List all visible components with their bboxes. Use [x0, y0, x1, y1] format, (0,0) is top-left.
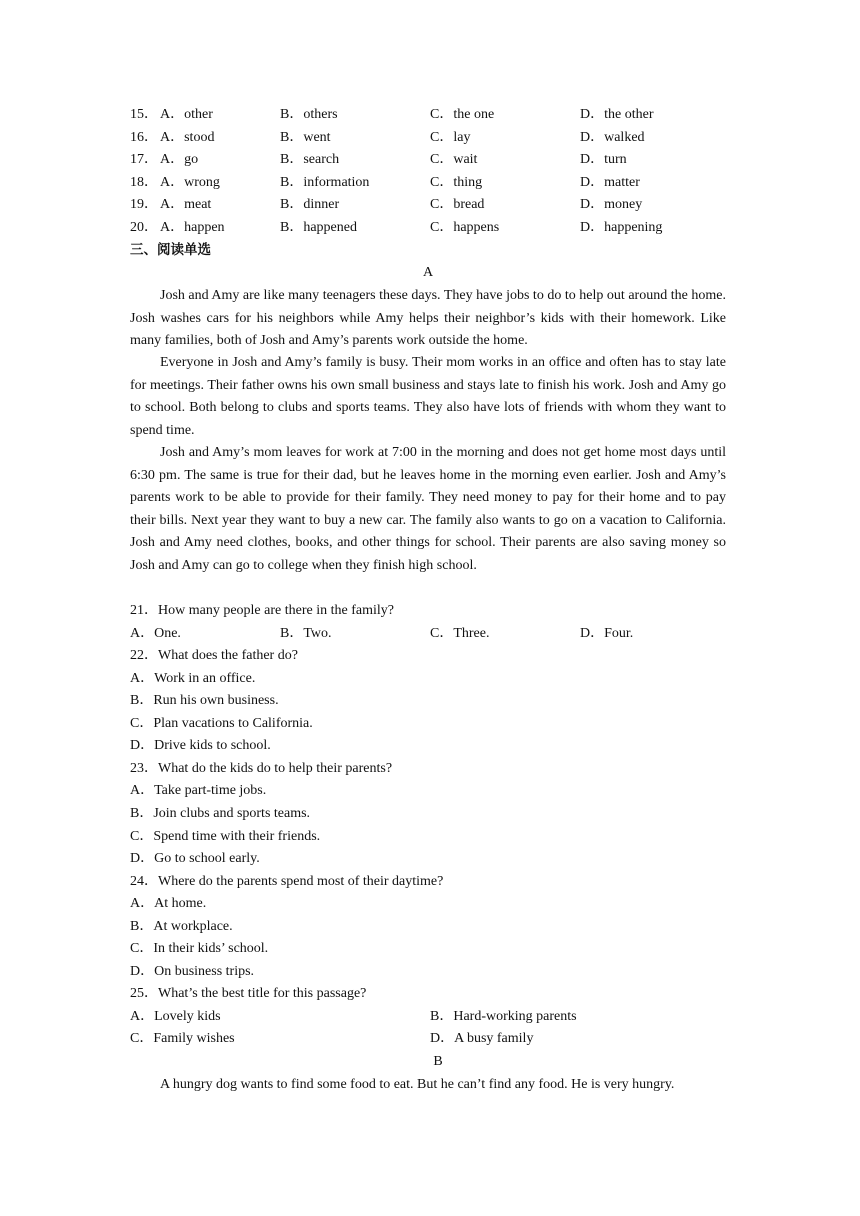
question-22-option-d: D．Drive kids to school.	[130, 738, 271, 753]
option-c: C．bread	[430, 197, 485, 212]
option-d: D．Four.	[580, 626, 634, 641]
question-number: 15．	[130, 107, 158, 122]
option-c: C．Family wishes	[130, 1031, 235, 1046]
question-24-option-a: A．At home.	[130, 896, 207, 911]
option-b: B．search	[280, 152, 340, 167]
option-d: D．A busy family	[430, 1031, 534, 1046]
question-25-stem: 25．What’s the best title for this passage?	[130, 986, 367, 1001]
option-a: A．One.	[130, 626, 181, 641]
option-d: D．walked	[580, 130, 645, 145]
question-number: 17．	[130, 152, 158, 167]
option-a: A．go	[160, 152, 199, 167]
question-24-option-d: D．On business trips.	[130, 964, 255, 979]
option-c: C．happens	[430, 220, 500, 235]
option-b: B．happened	[280, 220, 357, 235]
passage-b-paragraph-1: A hungry dog wants to find some food to eat. But he can’t find any food. He is very hungry.	[160, 1077, 675, 1092]
option-a: A．happen	[160, 220, 225, 235]
option-b: B．Hard-working parents	[430, 1009, 577, 1024]
question-23-option-b: B．Join clubs and sports teams.	[130, 806, 311, 821]
question-24-stem: 24．Where do the parents spend most of their daytime?	[130, 874, 444, 889]
question-24-option-b: B．At workplace.	[130, 919, 233, 934]
option-a: A．Lovely kids	[130, 1009, 221, 1024]
option-c: C．thing	[430, 175, 483, 190]
option-d: D．turn	[580, 152, 627, 167]
option-b: B．information	[280, 175, 370, 190]
question-23-option-c: C．Spend time with their friends.	[130, 829, 321, 844]
option-d: D．matter	[580, 175, 640, 190]
option-c: C．Three.	[430, 626, 490, 641]
option-d: D．the other	[580, 107, 654, 122]
passage-a-paragraph-1: Josh and Amy are like many teenagers these days. They have jobs to do to help out around the home. Josh washes cars for his neighbors while Amy helps their neighbor’s kids with their homework. Like many families, both of Josh and Amy’s parents work outside the home.	[130, 288, 726, 349]
option-c: C．wait	[430, 152, 478, 167]
option-a: A．wrong	[160, 175, 220, 190]
option-a: A．meat	[160, 197, 212, 212]
question-number: 19．	[130, 197, 158, 212]
option-c: C．the one	[430, 107, 495, 122]
option-a: A．other	[160, 107, 213, 122]
option-b: B．dinner	[280, 197, 340, 212]
question-24-option-c: C．In their kids’ school.	[130, 941, 269, 956]
option-b: B．others	[280, 107, 338, 122]
question-number: 18．	[130, 175, 158, 190]
question-22-option-a: A．Work in an office.	[130, 671, 256, 686]
passage-b-label: B	[433, 1054, 443, 1069]
question-23-option-d: D．Go to school early.	[130, 851, 260, 866]
passage-a-paragraph-2: Everyone in Josh and Amy’s family is busy. Their mom works in an office and often has to stay late for meetings. Their father owns his own small business and stays late to finish his work. Josh and Amy go to school. Both belong to clubs and sports teams. They also have lots of friends with whom they want to spend time.	[130, 355, 726, 438]
question-number: 20．	[130, 220, 158, 235]
passage-a-paragraph-3: Josh and Amy’s mom leaves for work at 7:00 in the morning and does not get home most days until 6:30 pm. The same is true for their dad, but he leaves home in the morning even earlier. Josh and Amy’s parents work to be able to provide for their family. They need money to pay for their home and to pay their bills. Next year they want to buy a new car. The family also wants to go on a vacation to California. Josh and Amy need clothes, books, and other things for school. Their parents are also saving money so Josh and Amy can go to college when they finish high school.	[130, 445, 726, 573]
option-b: B．went	[280, 130, 331, 145]
question-21-stem: 21．How many people are there in the family?	[130, 603, 394, 618]
question-23-stem: 23．What do the kids do to help their parents?	[130, 761, 393, 776]
option-c: C．lay	[430, 130, 471, 145]
question-23-option-a: A．Take part-time jobs.	[130, 783, 267, 798]
question-number: 16．	[130, 130, 158, 145]
option-b: B．Two.	[280, 626, 332, 641]
passage-a-label: A	[422, 265, 434, 280]
section-heading: 三、阅读单选	[130, 242, 211, 258]
option-a: A．stood	[160, 130, 215, 145]
option-d: D．happening	[580, 220, 663, 235]
option-d: D．money	[580, 197, 643, 212]
question-22-option-c: C．Plan vacations to California.	[130, 716, 313, 731]
question-22-option-b: B．Run his own business.	[130, 693, 279, 708]
question-22-stem: 22．What does the father do?	[130, 648, 298, 663]
